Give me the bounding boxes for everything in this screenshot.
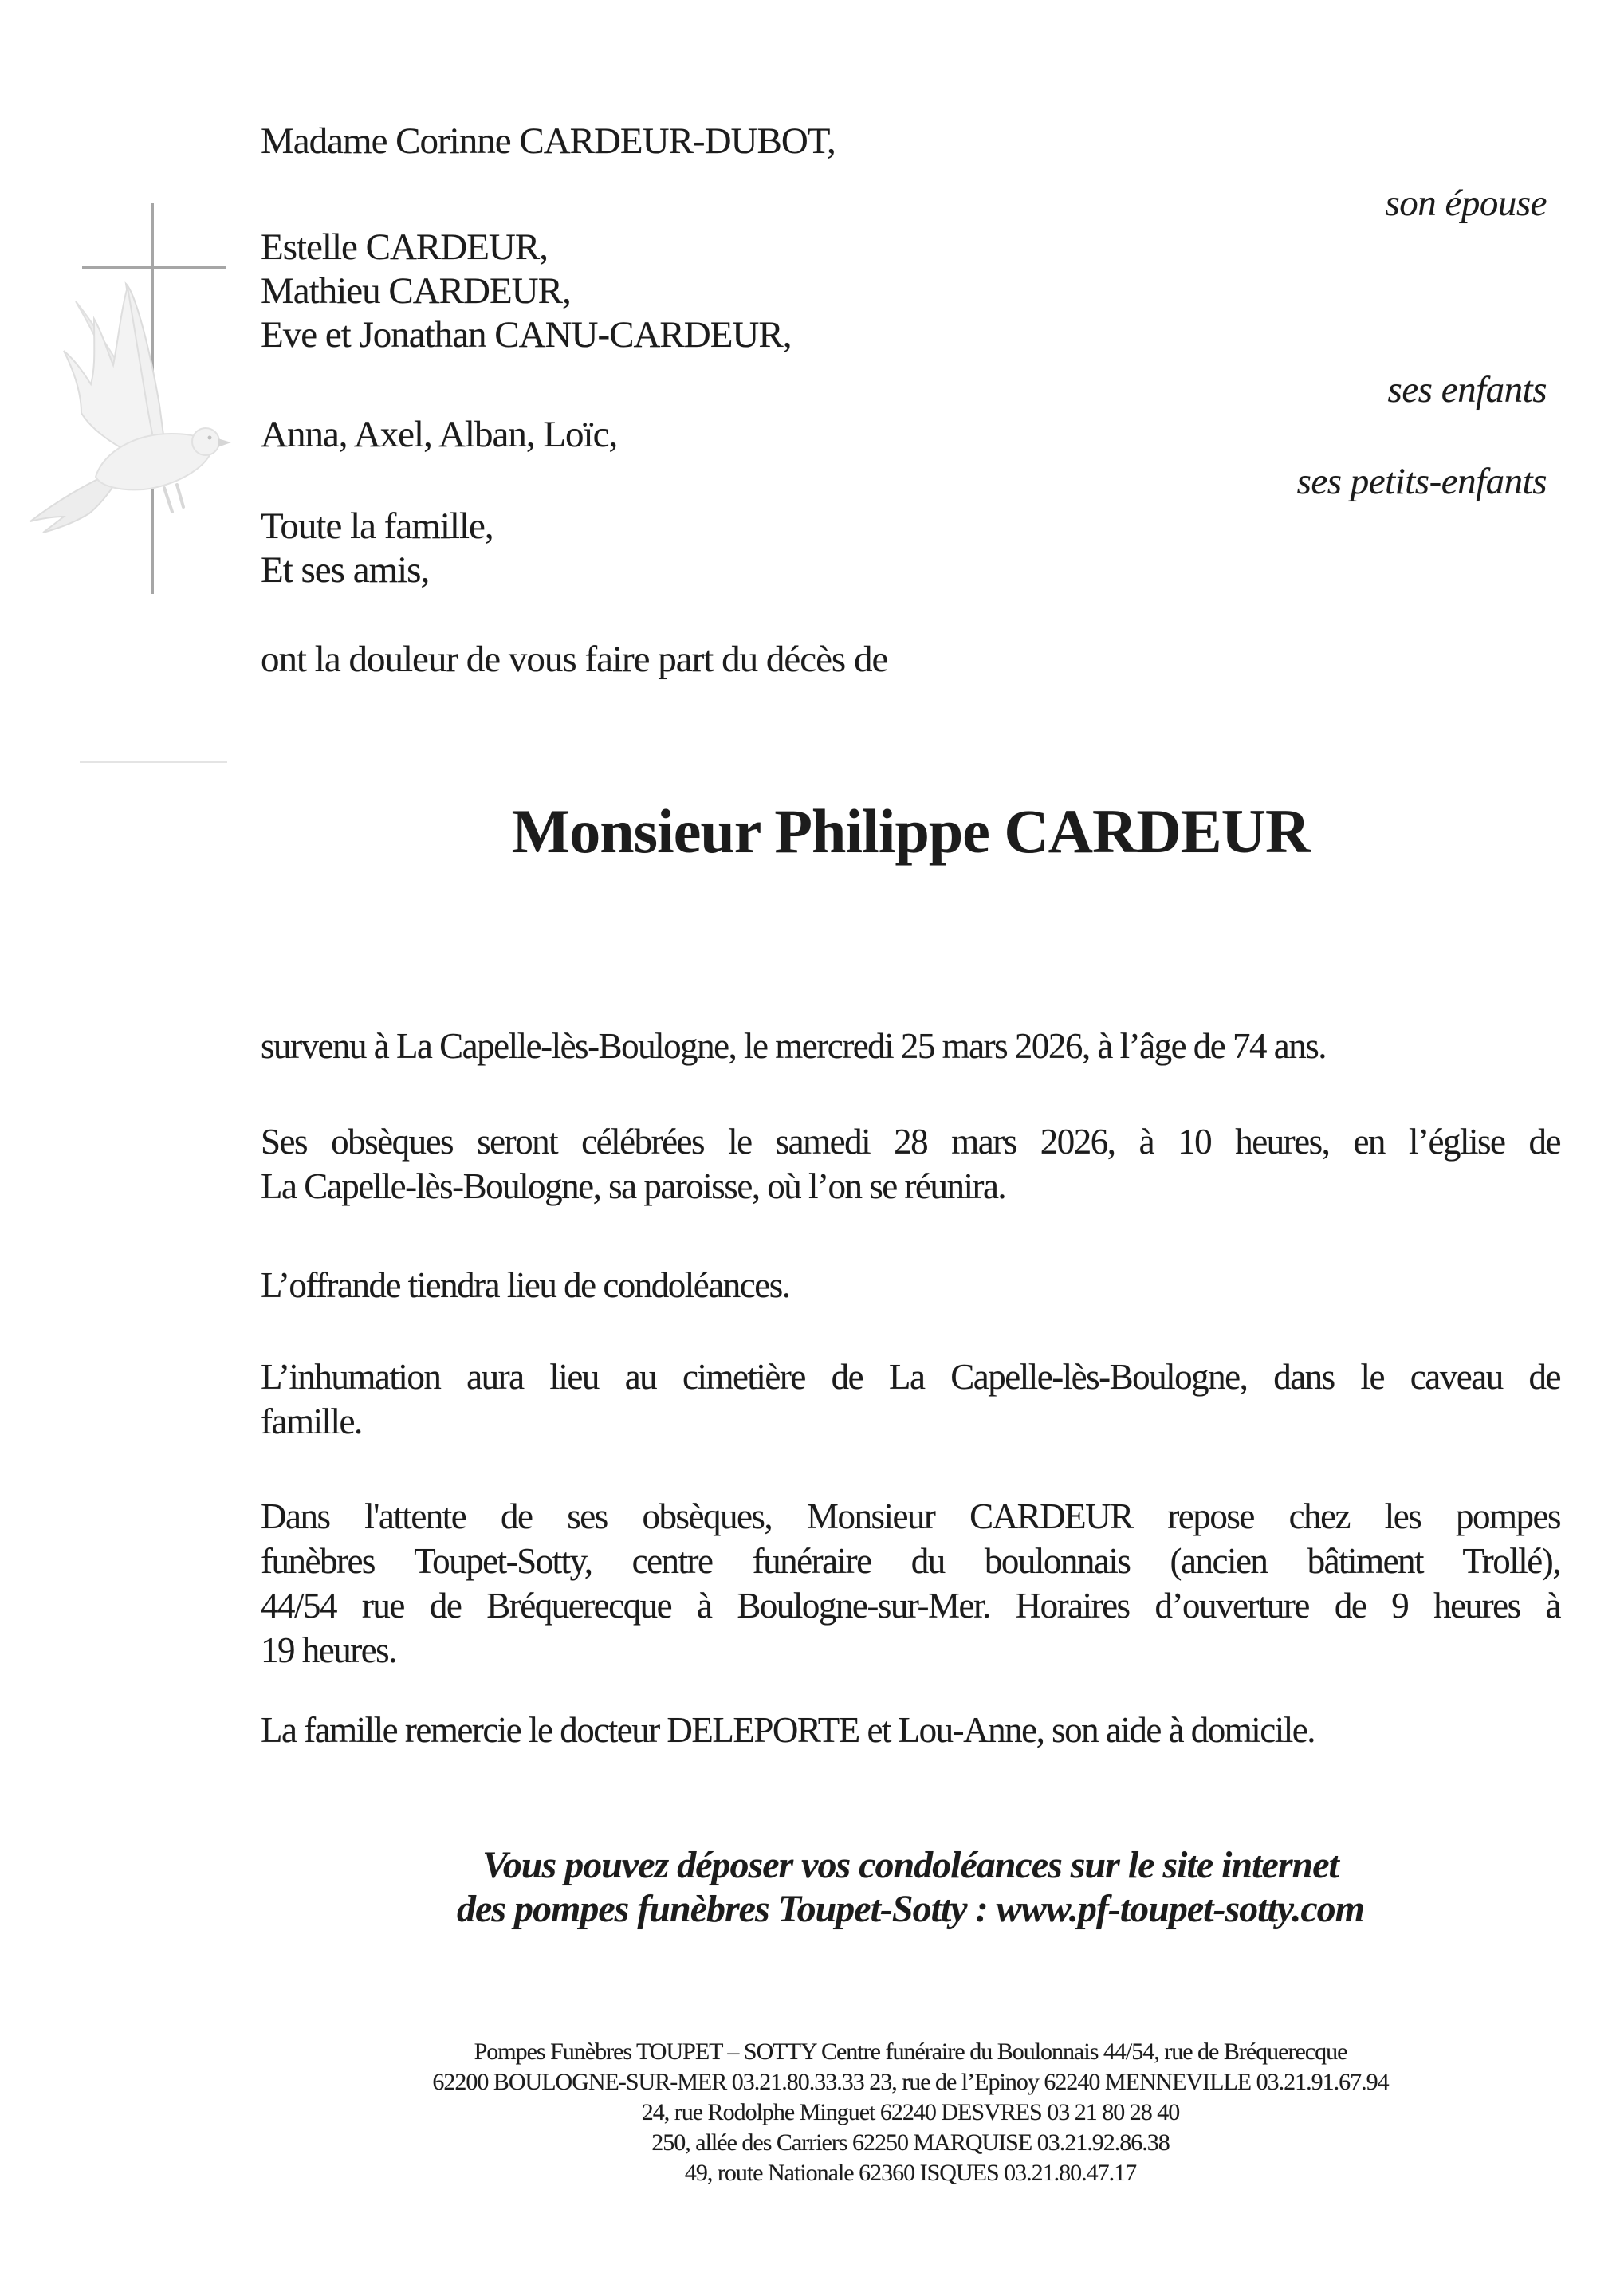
relation-label-grandchildren: ses petits-enfants [1296,461,1547,502]
repose-paragraph-line: 44/54 rue de Bréquerecque à Boulogne-sur-Mer. Horaires d’ouverture de 9 heures à [261,1586,1560,1626]
footer-address-line: Pompes Funèbres TOUPET – SOTTY Centre funéraire du Boulonnais 44/54, rue de Bréquerecque [474,2038,1347,2065]
funeral-paragraph-line: Ses obsèques seront célébrées le samedi 28 mars 2026, à 10 heures, en l’église de [261,1122,1560,1162]
funeral-home-footer [261,2037,1560,2188]
dove-icon [8,277,255,533]
condolences-line: Vous pouvez déposer vos condoléances sur le site internet [482,1844,1339,1886]
offering-line: L’offrande tiendra lieu de condoléances. [261,1265,790,1305]
footer-address-line: 250, allée des Carriers 62250 MARQUISE 03.21.92.86.38 [651,2129,1170,2156]
footer-address-line: 49, route Nationale 62360 ISQUES 03.21.80.47.17 [684,2160,1137,2186]
scan-artifact-line [80,761,227,763]
funeral-paragraph-line: La Capelle-lès-Boulogne, sa paroisse, où l’on se réunira. [261,1166,1006,1206]
burial-paragraph-line: famille. [261,1402,362,1441]
announcement-line: ont la douleur de vous faire part du décès de [261,639,888,680]
footer-address-line: 24, rue Rodolphe Minguet 62240 DESVRES 03 21 80 28 40 [641,2099,1180,2125]
child-name-line: Mathieu CARDEUR, [261,270,571,312]
burial-paragraph-line: L’inhumation aura lieu au cimetière de La Capelle-lès-Boulogne, dans le caveau de [261,1357,1560,1397]
condolences-website-block [261,1843,1560,1931]
repose-paragraph-line: Dans l'attente de ses obsèques, Monsieur CARDEUR repose chez les pompes [261,1496,1560,1536]
friends-line: Et ses amis, [261,549,430,591]
thanks-line: La famille remercie le docteur DELEPORTE et Lou-Anne, son aide à domicile. [261,1710,1315,1750]
repose-paragraph-line: funèbres Toupet-Sotty, centre funéraire du boulonnais (ancien bâtiment Trollé), [261,1541,1560,1581]
family-line: Toute la famille, [261,505,493,547]
death-details-line: survenu à La Capelle-lès-Boulogne, le mercredi 25 mars 2026, à l’âge de 74 ans. [261,1026,1327,1066]
child-name-line: Estelle CARDEUR, [261,226,548,268]
relation-label-children: ses enfants [1387,369,1547,411]
repose-paragraph-line: 19 heures. [261,1630,396,1670]
child-name-line: Eve et Jonathan CANU-CARDEUR, [261,314,792,356]
spouse-name-line: Madame Corinne CARDEUR-DUBOT, [261,120,836,162]
condolences-website-line: des pompes funèbres Toupet-Sotty : www.pf-toupet-sotty.com [457,1888,1364,1930]
footer-address-line: 62200 BOULOGNE-SUR-MER 03.21.80.33.33 23, rue de l’Epinoy 62240 MENNEVILLE 03.21.91.67.94 [432,2069,1389,2095]
memorial-cross-bar-icon [82,266,226,269]
grandchildren-name-line: Anna, Axel, Alban, Loïc, [261,414,618,455]
relation-label-spouse: son épouse [1385,183,1547,224]
deceased-name-title: Monsieur Philippe CARDEUR [511,796,1310,866]
